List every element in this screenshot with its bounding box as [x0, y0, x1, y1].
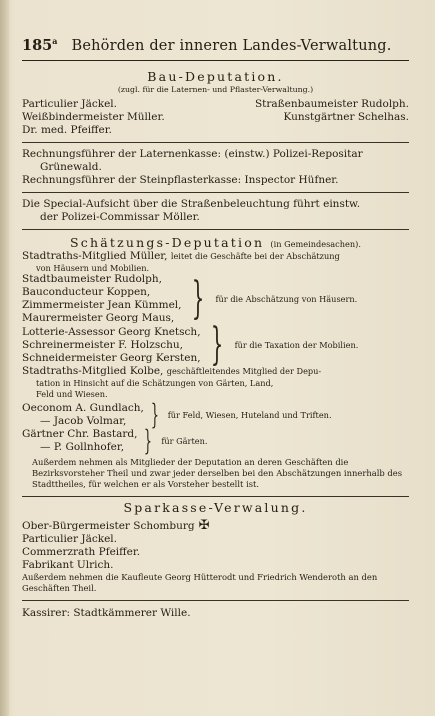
treasurer-line: Rechnungsführer der Steinpflasterkasse: Inspector Hüfner. — [22, 173, 339, 186]
member-line: Ober-Bürgermeister Schomburg ✠ — [22, 518, 210, 534]
supervision-line: Die Special-Aufsicht über die Straßenbeleuchtung führt einstw. — [22, 197, 361, 210]
group-gardens: Gärtner Chr. Bastard, — P. Gollnhofer, } für Gärten. — [22, 424, 208, 458]
page-number: 185$^a$ — [22, 36, 58, 54]
head-member: Stadtraths-Mitglied Müller, leitet die Geschäfte bei der Abschätzung — [22, 249, 340, 262]
treasurer-line-cont: Grünewald. — [40, 160, 102, 173]
section-subtitle-bau: (zugl. für die Laternen- und Pflaster-Verwaltung.) — [117, 84, 314, 94]
head-member-cont: von Häusern und Mobilien. — [36, 262, 150, 273]
section-title-schatzung: Schätzungs-Deputation (in Gemeindesachen). — [70, 234, 361, 250]
member-single: Dr. med. Pfeiffer. — [22, 123, 112, 136]
group-label: für Feld, Wiesen, Huteland und Triften. — [167, 410, 332, 421]
kolbe-cont: Feld und Wiesen. — [36, 388, 108, 399]
header-rule — [22, 60, 409, 61]
brace: } — [150, 398, 159, 432]
group-label: für die Abschätzung von Häusern. — [215, 294, 358, 305]
section-title-sparkasse: Sparkasse-Verwalung. — [123, 500, 308, 516]
group-fields: Oeconom A. Gundlach, — Jacob Volmar, } für Feld, Wiesen, Huteland und Triften. — [22, 398, 332, 432]
kolbe-cont: tation in Hinsicht auf die Schätzungen von Gärten, Land, — [36, 378, 274, 389]
page-header — [22, 36, 409, 54]
member-line: Particulier Jäckel. — [22, 533, 118, 546]
cross-icon: ✠ — [198, 518, 210, 534]
member-row: Particulier Jäckel. Straßenbaumeister Rudolph. — [22, 97, 409, 110]
brace: } — [191, 273, 204, 325]
group-label: für Gärten. — [161, 436, 208, 447]
book-spine-shadow — [0, 0, 9, 716]
kolbe-member: Stadtraths-Mitglied Kolbe, geschäftleitendes Mitglied der Depu- — [22, 365, 322, 378]
divider — [22, 192, 409, 193]
divider — [22, 142, 409, 143]
member-line: Fabrikant Ulrich. — [22, 559, 114, 572]
brace: } — [210, 319, 223, 371]
group-houses: Stadtbaumeister Rudolph, Bauconducteur Koppen, Zimmermeister Jean Kümmel, Maurermeister Georg Maus, } für die Abschätzung von Häusern. — [22, 273, 358, 325]
divider — [22, 600, 409, 601]
divider — [22, 496, 409, 497]
group-label: für die Taxation der Mobilien. — [234, 340, 359, 351]
treasurer-line: Rechnungsführer der Laternenkasse: (einstw.) Polizei-Repositar — [22, 147, 363, 160]
sparkasse-note: Außerdem nehmen die Kaufleute Georg Hütterodt und Friedrich Wenderoth an den Geschäften Theil. — [22, 572, 378, 594]
group-furniture: Lotterie-Assessor Georg Knetsch, Schreinermeister F. Holzschu, Schneidermeister Georg Kersten, } für die Taxation der Mobilien. — [22, 319, 359, 371]
member-row: Weißbindermeister Müller. Kunstgärtner Schelhas. — [22, 110, 409, 123]
running-title: Behörden der inneren Landes-Verwaltung. — [71, 37, 392, 54]
member-line: Commerzrath Pfeiffer. — [22, 546, 141, 559]
deputation-note: Außerdem nehmen als Mitglieder der Deputation an deren Geschäften die Bezirksvorsteher Theil und zwar jeder derselben bei den Abschätzungen innerhalb des Stadttheiles, für welchen er als Vorsteher bestellt ist. — [32, 457, 403, 490]
brace: } — [144, 424, 153, 458]
divider — [22, 229, 409, 230]
cashier-line: Kassirer: Stadtkämmerer Wille. — [22, 607, 191, 620]
supervision-line-cont: der Polizei-Commissar Möller. — [40, 210, 200, 223]
section-title-bau: Bau-Deputation. — [147, 68, 284, 84]
